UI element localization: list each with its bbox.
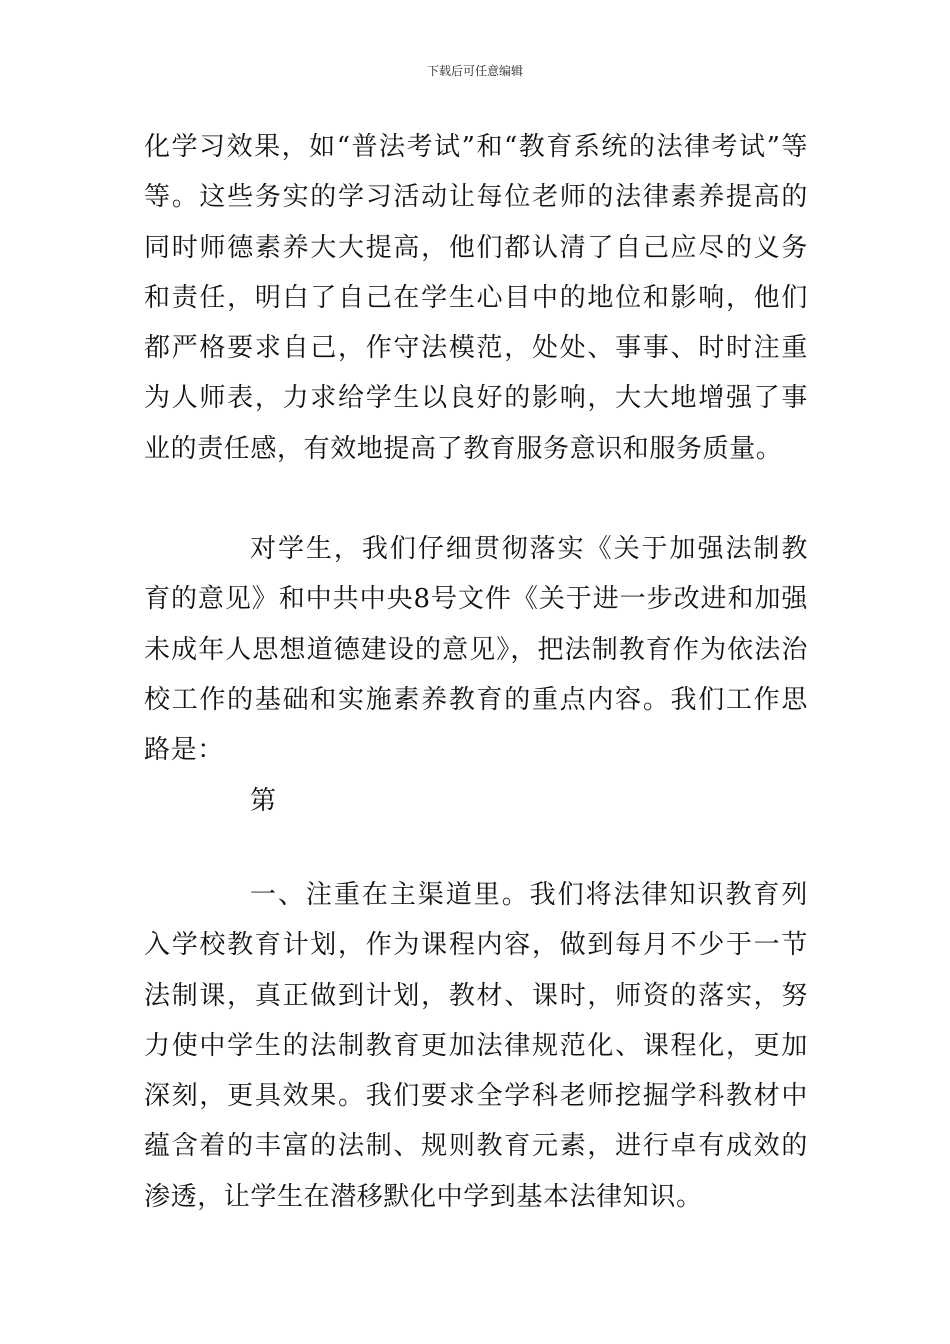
paragraph-continuation: 化学习效果，如“普法考试”和“教育系统的法律考试”等等。这些务实的学习活动让每位老师的法律素养提高的同时师德素养大大提高，他们都认清了自己应尽的义务和责任，明白了自己在学生心目中的地位和影响，他们都严格要求自己，作守法模范，处处、事事、时时注重为人师表，力求给学生以良好的影响，大大地增强了事业的责任感，有效地提高了教育服务意识和服务质量。 [144, 132, 808, 464]
paragraph-main-channel: 一、注重在主渠道里。我们将法律知识教育列入学校教育计划，作为课程内容，做到每月不少于一节法制课，真正做到计划，教材、课时，师资的落实，努力使中学生的法制教育更加法律规范化、课程化，更加深刻，更具效果。我们要求全学科老师挖掘学科教材中蕴含着的丰富的法制、规则教育元素，进行卓有成效的渗透，让学生在潜移默化中学到基本法律知识。 [144, 880, 808, 1212]
page-header: 下载后可任意编辑 [426, 64, 523, 78]
paragraph-section-marker: 第 [250, 786, 277, 816]
paragraph-students: 对学生，我们仔细贯彻落实《关于加强法制教育的意见》和中共中央8号文件《关于进一步改进和加强未成年人思想道德建设的意见》，把法制教育作为依法治校工作的基础和实施素养教育的重点内容。我们工作思路是： [144, 534, 808, 766]
